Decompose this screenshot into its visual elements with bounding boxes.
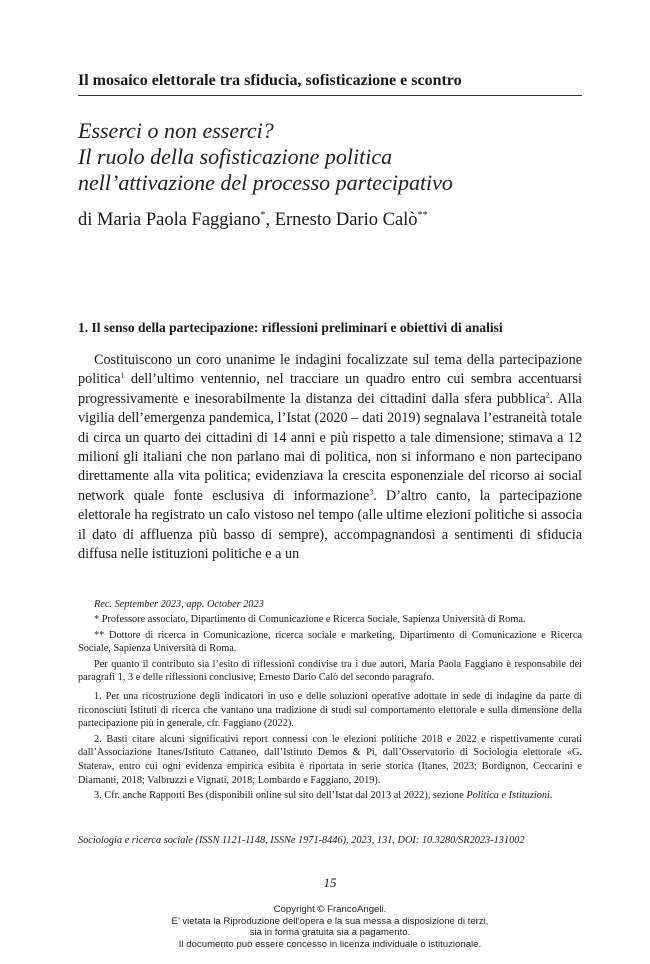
copyright-line-3: sia in forma gratuita sia a pagamento. bbox=[249, 927, 411, 939]
footnote-3-text: 3. Cfr. anche Rapporti Bes (disponibili online sul sito dell’Istat dal 2013 al 2022), sezione bbox=[94, 790, 467, 802]
footnote-ref-3: 3 bbox=[369, 487, 374, 497]
footnote-3-italic: Politica e Istituzioni bbox=[466, 790, 550, 802]
footnotes-block bbox=[78, 613, 582, 805]
footnote-2: 2. Basti citare alcuni significativi report connessi con le elezioni politiche 2018 e 2022 e rispettivamente curati dall’Associazione Itanes/Istituto Cattaneo, dall’Istituto Demos & Pi, dall’Osservatorio di Sociologia elettorale «G. Statera», entro cui ogni evidenza empirica esibita è riportata in serie storica (Itanes, 2023; Bordignon, Ceccarini e Diamanti, 2018; Valbruzzi e Vignati, 2018; Lombardo e Faggiano, 2019). bbox=[78, 733, 582, 786]
article-title bbox=[78, 118, 582, 196]
received-dates: Rec. September 2023, app. October 2023 bbox=[94, 599, 264, 610]
article-title-line-1: Esserci o non esserci? bbox=[78, 118, 274, 143]
footnote-1: 1. Per una ricostruzione degli indicatori in uso e delle soluzioni operative adottate in sede di indagine da parte di riconosciuti Istituti di ricerca che vantano una tradizione di studi sul comportamento elettorale e sulla dimensione della partecipazione più in generale, cfr. Faggiano (2022). bbox=[78, 690, 582, 730]
author-2-note-mark: ** bbox=[417, 209, 428, 221]
body-text-part-1: Costituiscono un coro unanime le indagini focalizzate sul tema della partecipazione politica bbox=[78, 352, 582, 388]
footnote-ref-1: 1 bbox=[120, 370, 125, 380]
header-divider bbox=[78, 95, 582, 96]
authors-separator: , bbox=[265, 210, 275, 230]
authors-prefix: di bbox=[78, 210, 98, 230]
copyright-line-1: Copyright © FrancoAngeli. bbox=[273, 904, 387, 915]
journal-citation: Sociologia e ricerca sociale (ISSN 1121-1148, ISSNe 1971-8446), 2023, 131, DOI: 10.3280/SR2023-131002 bbox=[78, 835, 525, 846]
footnote-ref-2: 2 bbox=[545, 390, 550, 400]
author-name-1: Maria Paola Faggiano bbox=[97, 210, 261, 230]
body-paragraph bbox=[78, 351, 582, 564]
footnote-3 bbox=[78, 789, 582, 803]
body-text-part-3: . Alla vigilia dell’emergenza pandemica, l’Istat (2020 – dati 2019) segnalava l’estraneità totale di circa un quarto dei cittadini di 14 anni e più rispetto a tale dimensione; stimava a 12 milioni gli italiani che non parlano mai di politica, non si informano e non partecipano direttamente alla vita politica; evidenziava la crescita esponenziale del ricorso ai social network quale fonte esclusiva di informazione bbox=[78, 390, 582, 504]
article-title-line-2: Il ruolo della sofisticazione politica bbox=[78, 144, 393, 169]
copyright-line-4: Il documento può essere concesso in licenza individuale o istituzionale. bbox=[178, 938, 482, 950]
contribution-note: Per quanto il contributo sia l’esito di riflessioni condivise tra i due autori, Maria Paola Faggiano è responsabile dei paragrafi 1, 3 e delle riflessioni conclusive; Ernesto Dario Calò del secondo paragrafo. bbox=[78, 658, 582, 684]
running-section-title: Il mosaico elettorale tra sfiducia, sofisticazione e scontro bbox=[78, 72, 462, 89]
footnote-3-end: . bbox=[549, 790, 553, 802]
author-1-note-mark: * bbox=[260, 209, 266, 221]
body-text-part-2: dell’ultimo ventennio, nel tracciare un quadro entro cui sembra accentuarsi progressivamente e inesorabilmente la distanza dei cittadini dalla sfera pubblica bbox=[78, 371, 582, 407]
article-title-line-3: nell’attivazione del processo partecipativo bbox=[78, 170, 453, 195]
section-heading: 1. Il senso della partecipazione: riflessioni preliminari e obiettivi di analisi bbox=[78, 320, 503, 335]
affiliation-note-1: * Professore associato, Dipartimento di Comunicazione e Ricerca Sociale, Sapienza Università di Roma. bbox=[94, 614, 526, 625]
copyright-notice bbox=[78, 904, 582, 950]
copyright-line-2: E’ vietata la Riproduzione dell’opera e la sua messa a disposizione di terzi, bbox=[171, 915, 489, 927]
article-authors bbox=[78, 208, 582, 232]
author-name-2: Ernesto Dario Calò bbox=[274, 210, 418, 230]
page-number: 15 bbox=[323, 875, 337, 890]
body-text-part-4: . D’altro canto, la partecipazione elettorale ha registrato un calo vistoso nel tempo (alle ultime elezioni politiche si associa il dato di affluenza più basso di sempre), accompagnandosi a sentimenti di sfiducia diffusa nelle istituzioni politiche e a un bbox=[78, 487, 582, 563]
affiliation-note-2: ** Dottore di ricerca in Comunicazione, ricerca sociale e marketing, Dipartimento di Comunicazione e Ricerca Sociale, Sapienza Università di Roma. bbox=[78, 629, 582, 655]
